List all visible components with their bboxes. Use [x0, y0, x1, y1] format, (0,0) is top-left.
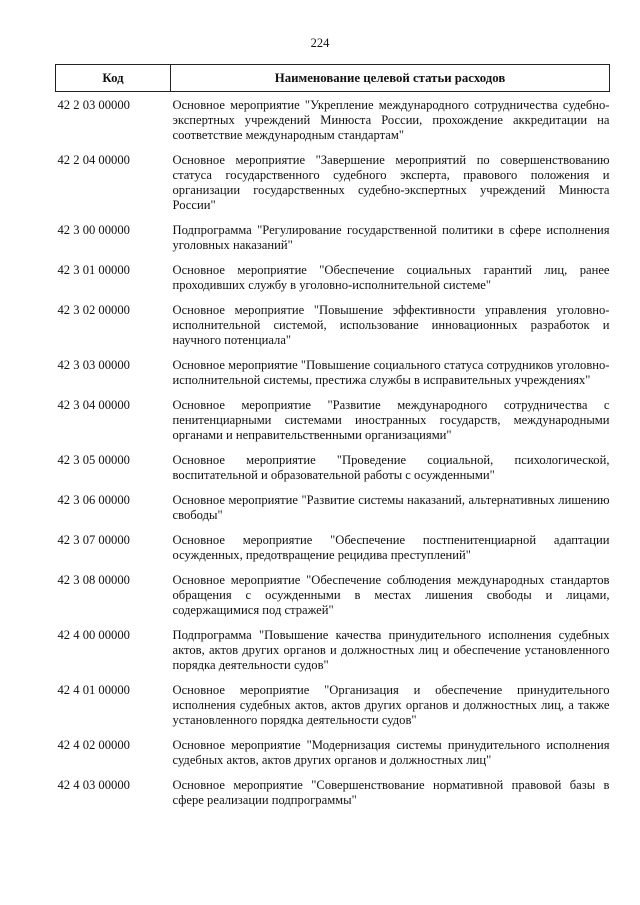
- row-name: Подпрограмма "Регулирование государственной политики в сфере исполнения уголовных наказаний": [172, 223, 610, 252]
- row-name: Основное мероприятие "Обеспечение постпенитенциарной адаптации осужденных, предотвращение рецидива преступлений": [172, 533, 610, 562]
- table-row: [56, 297, 610, 352]
- row-name: Основное мероприятие "Совершенствование нормативной правовой базы в сфере реализации подпрограммы": [172, 778, 610, 807]
- row-code: 42 3 00 00000: [57, 223, 130, 237]
- row-code: 42 2 03 00000: [57, 98, 130, 112]
- table-row: [56, 352, 610, 392]
- row-code: 42 4 03 00000: [57, 778, 130, 792]
- row-name: Основное мероприятие "Проведение социальной, психологической, воспитательной и образовательной работы с осужденными": [172, 453, 610, 482]
- table-row: [56, 772, 610, 812]
- name-column-header: Наименование целевой статьи расходов: [171, 65, 610, 92]
- table-row: [56, 487, 610, 527]
- row-name: Основное мероприятие "Обеспечение социальных гарантий лиц, ранее проходивших службу в уголовно-исполнительной системе": [172, 263, 610, 292]
- row-code: 42 4 01 00000: [57, 683, 130, 697]
- row-name: Основное мероприятие "Повышение эффективности управления уголовно-исполнительной системой, использование инновационных разработок и научного потенциала": [172, 303, 610, 347]
- row-name: Основное мероприятие "Организация и обеспечение принудительного исполнения судебных актов, актов других органов и должностных лиц, а также установленного порядка деятельности судов": [172, 683, 610, 727]
- row-code: 42 3 01 00000: [57, 263, 130, 277]
- table-row: [56, 677, 610, 732]
- table-row: [56, 732, 610, 772]
- code-column-header: Код: [56, 65, 171, 92]
- row-name: Основное мероприятие "Повышение социального статуса сотрудников уголовно-исполнительной системы, престижа службы в исправительных учреждениях": [172, 358, 610, 387]
- row-code: 42 3 04 00000: [57, 398, 130, 412]
- row-name: Подпрограмма "Повышение качества принудительного исполнения судебных актов, актов других органов и должностных лиц и обеспечение установленного порядка деятельности судов": [172, 628, 610, 672]
- row-name: Основное мероприятие "Модернизация системы принудительного исполнения судебных актов, актов других органов и должностных лиц": [172, 738, 610, 767]
- row-name: Основное мероприятие "Завершение мероприятий по совершенствованию статуса государственного судебного эксперта, правового положения и организации государственных судебно-экспертных учреждений Минюста России": [172, 153, 610, 212]
- row-name: Основное мероприятие "Обеспечение соблюдения международных стандартов обращения с осужденными в местах лишения свободы и лицами, содержащимися под стражей": [172, 573, 610, 617]
- table-row: [56, 527, 610, 567]
- table-row: [56, 392, 610, 447]
- table-header-row: [56, 65, 610, 92]
- table-row: [56, 257, 610, 297]
- row-code: 42 3 05 00000: [57, 453, 130, 467]
- row-code: 42 3 02 00000: [57, 303, 130, 317]
- row-name: Основное мероприятие "Развитие международного сотрудничества с пенитенциарными системами иностранных государств, международными органами и неправительственными организациями": [172, 398, 610, 442]
- row-name: Основное мероприятие "Развитие системы наказаний, альтернативных лишению свободы": [172, 493, 610, 522]
- table-row: [56, 567, 610, 622]
- table-row: [56, 447, 610, 487]
- row-code: 42 3 07 00000: [57, 533, 130, 547]
- row-code: 42 3 08 00000: [57, 573, 130, 587]
- table-row: [56, 92, 610, 148]
- row-code: 42 2 04 00000: [57, 153, 130, 167]
- table-row: [56, 217, 610, 257]
- row-code: 42 4 00 00000: [57, 628, 130, 642]
- page-number: 224: [310, 36, 330, 50]
- row-code: 42 3 03 00000: [57, 358, 130, 372]
- row-code: 42 3 06 00000: [57, 493, 130, 507]
- row-name: Основное мероприятие "Укрепление международного сотрудничества судебно-экспертных учреждений Минюста России, прохождение аккредитации на соответствие международным стандартам": [172, 98, 610, 142]
- row-code: 42 4 02 00000: [57, 738, 130, 752]
- table-row: [56, 622, 610, 677]
- target-expense-table: [55, 64, 610, 812]
- table-row: [56, 147, 610, 217]
